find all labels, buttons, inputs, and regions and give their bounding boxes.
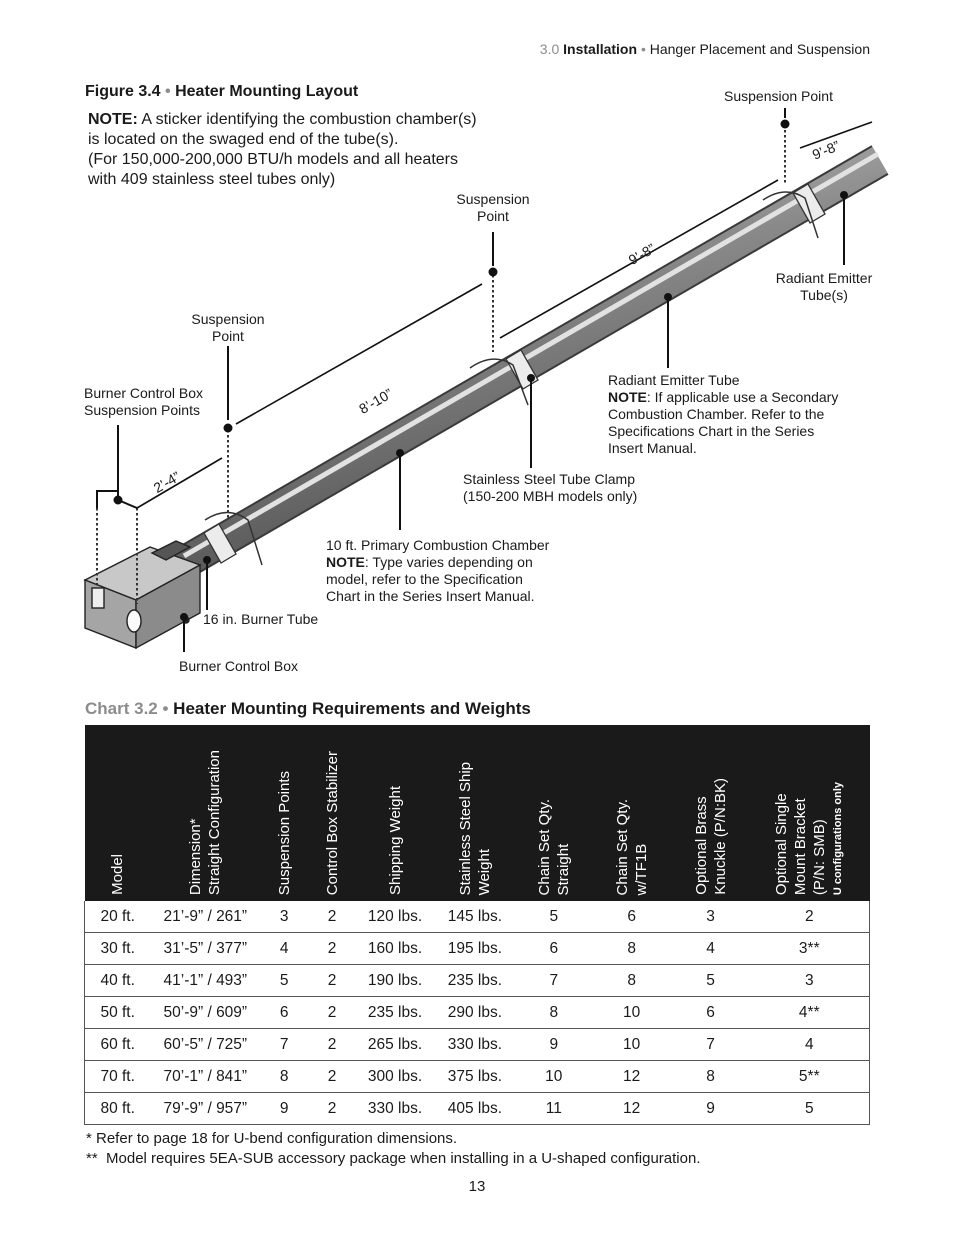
table-cell: 70’-1” / 841” — [150, 1061, 260, 1093]
table-cell: 7 — [260, 1029, 308, 1061]
table-cell: 6 — [672, 997, 750, 1029]
table-cell: 30 ft. — [85, 933, 151, 965]
table-cell: 2 — [750, 901, 870, 933]
table-cell: 50’-9” / 609” — [150, 997, 260, 1029]
table-cell: 2 — [308, 1029, 356, 1061]
table-cell: 6 — [260, 997, 308, 1029]
header-line: Straight — [554, 843, 572, 895]
suspension-chains — [97, 125, 785, 604]
table-cell: 8 — [672, 1061, 750, 1093]
table-cell: 10 — [592, 1029, 672, 1061]
footnote-single-star: * Refer to page 18 for U-bend configuration dimensions. — [86, 1130, 458, 1147]
table-cell: 300 lbs. — [356, 1061, 434, 1093]
table-cell: 8 — [592, 965, 672, 997]
header-line: Optional Single — [772, 793, 790, 895]
label-line: : If applicable use a Secondary — [646, 389, 839, 405]
table-cell: 7 — [672, 1029, 750, 1061]
table-cell: 21’-9” / 261” — [150, 901, 260, 933]
header-line: Optional Brass — [692, 796, 710, 895]
header-line: Shipping Weight — [386, 786, 404, 895]
label-line: Radiant Emitter — [775, 270, 873, 286]
table-row — [85, 901, 870, 933]
table-cell: 6 — [592, 901, 672, 933]
note-label: NOTE — [608, 389, 647, 405]
table-cell: 8 — [260, 1061, 308, 1093]
label-suspension-point-mid — [443, 191, 543, 225]
table-cell: 4 — [672, 933, 750, 965]
label-line: Stainless Steel Tube Clamp — [463, 471, 635, 487]
table-cell: 20 ft. — [85, 901, 151, 933]
table-cell: 40 ft. — [85, 965, 151, 997]
col-shipping-weight — [356, 725, 434, 901]
table-row — [85, 933, 870, 965]
table-body — [85, 901, 870, 1125]
table-cell: 12 — [592, 1093, 672, 1125]
label-line: (150-200 MBH models only) — [463, 488, 638, 504]
label-line: Insert Manual. — [608, 440, 697, 456]
table-cell: 2 — [308, 933, 356, 965]
label-suspension-point-right: Suspension Point — [724, 88, 833, 104]
table-cell: 8 — [592, 933, 672, 965]
chart-title-text: Heater Mounting Requirements and Weights — [173, 699, 531, 718]
header-line: Suspension Points — [275, 770, 293, 895]
table-row — [85, 965, 870, 997]
label-line: Suspension Points — [84, 402, 200, 418]
table-cell: 8 — [516, 997, 592, 1029]
table-cell: 79’-9” / 957” — [150, 1093, 260, 1125]
label-line: Combustion Chamber. Refer to the — [608, 406, 825, 422]
col-control-box-stabilizer — [308, 725, 356, 901]
footnote-double-star: ** Model requires 5EA-SUB accessory package when installing in a U-shaped configuration. — [86, 1150, 701, 1167]
table-cell: 60 ft. — [85, 1029, 151, 1061]
label-line: Radiant Emitter Tube — [608, 372, 740, 388]
chart-title — [85, 699, 531, 719]
label-burner-tube: 16 in. Burner Tube — [203, 611, 319, 627]
label-line: Specifications Chart in the Series — [608, 423, 815, 439]
figure-bullet: • — [165, 83, 171, 100]
chart-bullet: • — [162, 699, 169, 718]
table-cell: 4** — [750, 997, 870, 1029]
note-label: NOTE — [326, 554, 365, 570]
label-burner-box-suspension-points — [84, 385, 203, 419]
table-row — [85, 997, 870, 1029]
label-line: Suspension — [191, 311, 265, 327]
header-line: Chain Set Qty. — [535, 798, 553, 895]
dimension-label: 2’-4” — [150, 468, 183, 496]
table-cell: 2 — [308, 1093, 356, 1125]
table-cell: 5 — [672, 965, 750, 997]
section-name: Installation — [563, 41, 638, 57]
figure-number: Figure 3.4 — [85, 83, 161, 100]
table-cell: 330 lbs. — [356, 1093, 434, 1125]
table-cell: 120 lbs. — [356, 901, 434, 933]
note-line: (For 150,000-200,000 BTU/h models and all heaters — [88, 151, 458, 168]
table-row — [85, 1061, 870, 1093]
table-cell: 3** — [750, 933, 870, 965]
table-cell: 70 ft. — [85, 1061, 151, 1093]
header-line: Straight Configuration — [206, 749, 224, 895]
table-cell: 60’-5” / 725” — [150, 1029, 260, 1061]
table-cell: 9 — [672, 1093, 750, 1125]
dimension-label: 8’-10” — [356, 385, 396, 417]
table-cell: 80 ft. — [85, 1093, 151, 1125]
table-cell: 5 — [750, 1093, 870, 1125]
figure-title-text: Heater Mounting Layout — [175, 83, 359, 100]
box-suspension-bracket — [97, 425, 137, 508]
table-cell: 145 lbs. — [434, 901, 516, 933]
table-cell: 3 — [672, 901, 750, 933]
table-cell: 11 — [516, 1093, 592, 1125]
table-cell: 375 lbs. — [434, 1061, 516, 1093]
header-line: w/TF1B — [632, 843, 650, 895]
table-row — [85, 1093, 870, 1125]
note-line: A sticker identifying the combustion chamber(s) — [137, 111, 477, 128]
table-cell: 4 — [750, 1029, 870, 1061]
table-cell: 50 ft. — [85, 997, 151, 1029]
table-cell: 290 lbs. — [434, 997, 516, 1029]
label-line: model, refer to the Specification — [326, 571, 523, 587]
table-cell: 2 — [308, 965, 356, 997]
table-cell: 6 — [516, 933, 592, 965]
label-radiant-emitter-tubes — [764, 270, 884, 304]
label-line: Suspension — [456, 191, 530, 207]
note-label: NOTE: — [88, 111, 138, 128]
table-cell: 195 lbs. — [434, 933, 516, 965]
table-cell: 3 — [260, 901, 308, 933]
label-burner-control-box: Burner Control Box — [179, 658, 299, 674]
table-cell: 3 — [750, 965, 870, 997]
table-cell: 2 — [308, 997, 356, 1029]
note-line: with 409 stainless steel tubes only) — [88, 171, 336, 188]
header-line: Dimension* — [187, 818, 205, 895]
col-suspension-points — [260, 725, 308, 901]
label-line: Tube(s) — [800, 287, 848, 303]
table-cell: 265 lbs. — [356, 1029, 434, 1061]
label-line: : Type varies depending on — [364, 554, 533, 570]
table-cell: 2 — [308, 901, 356, 933]
dimension-label: 9’-8” — [809, 137, 842, 163]
table-cell: 5** — [750, 1061, 870, 1093]
subsection-name: Hanger Placement and Suspension — [649, 41, 870, 57]
label-line: Point — [477, 208, 509, 224]
header-line: Weight — [475, 848, 493, 895]
u-config-note: U configurations only — [831, 781, 844, 895]
table-cell: 41’-1” / 493” — [150, 965, 260, 997]
page-number: 13 — [468, 1178, 486, 1195]
dimension-label: 9’-8” — [625, 240, 658, 268]
table-cell: 10 — [516, 1061, 592, 1093]
table-cell: 405 lbs. — [434, 1093, 516, 1125]
table-cell: 235 lbs. — [434, 965, 516, 997]
label-tube-clamp — [463, 471, 637, 505]
table-cell: 9 — [516, 1029, 592, 1061]
table-cell: 7 — [516, 965, 592, 997]
table-cell: 235 lbs. — [356, 997, 434, 1029]
header-line: Model — [108, 854, 126, 895]
section-number: 3.0 — [539, 41, 560, 57]
header-line: Control Box Stabilizer — [323, 750, 341, 895]
table-cell: 330 lbs. — [434, 1029, 516, 1061]
header-line: Chain Set Qty. — [613, 798, 631, 895]
col-stainless-ship-weight — [434, 725, 516, 901]
label-line: 10 ft. Primary Combustion Chamber — [326, 537, 550, 553]
mounting-requirements-table — [84, 725, 870, 1125]
label-primary-chamber — [326, 537, 549, 605]
table-cell: 31’-5” / 377” — [150, 933, 260, 965]
col-chain-set-straight — [516, 725, 592, 901]
table-cell: 4 — [260, 933, 308, 965]
col-mount-bracket — [750, 725, 870, 901]
table-cell: 10 — [592, 997, 672, 1029]
table-cell: 12 — [592, 1061, 672, 1093]
table-cell: 2 — [308, 1061, 356, 1093]
table-row — [85, 1029, 870, 1061]
col-chain-set-tf1b — [592, 725, 672, 901]
note-line: is located on the swaged end of the tube(s). — [88, 131, 399, 148]
table-cell: 9 — [260, 1093, 308, 1125]
chart-number: Chart 3.2 — [85, 699, 158, 718]
table-cell: 5 — [260, 965, 308, 997]
table-cell: 160 lbs. — [356, 933, 434, 965]
header-line: Stainless Steel Ship — [456, 761, 474, 895]
header-line: (P/N: SMB) — [810, 819, 828, 895]
table-cell: 190 lbs. — [356, 965, 434, 997]
header-line: Mount Bracket — [791, 798, 809, 895]
label-line: Chart in the Series Insert Manual. — [326, 588, 535, 604]
header-bullet: • — [640, 41, 646, 57]
col-brass-knuckle — [672, 725, 750, 901]
label-line: Burner Control Box — [84, 385, 204, 401]
table-cell: 5 — [516, 901, 592, 933]
header-line: Knuckle (P/N:BK) — [711, 778, 729, 895]
label-line: Point — [212, 328, 244, 344]
col-dimension — [150, 725, 260, 901]
label-radiant-emitter-tube — [608, 372, 838, 457]
table-header-row — [85, 725, 870, 901]
label-suspension-point-left — [178, 311, 278, 345]
col-model — [85, 725, 151, 901]
